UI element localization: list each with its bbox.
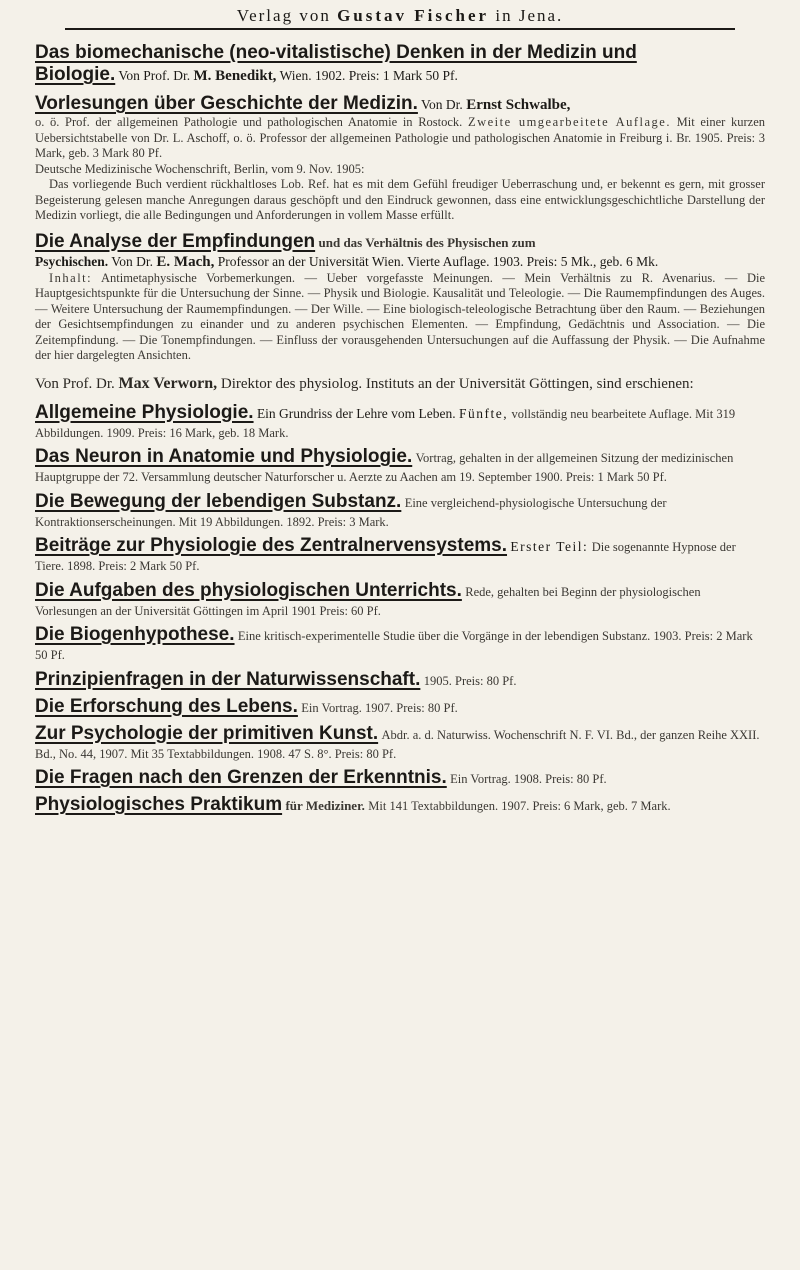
work-title: Das Neuron in Anatomie und Physiologie.	[35, 446, 413, 467]
work-item	[35, 669, 765, 691]
verworn-intro	[35, 374, 765, 394]
work-item	[35, 696, 765, 718]
work-item	[35, 723, 765, 763]
work-rest: vollständig neu bearbeitete Auflage. Mit 319 Abbildungen. 1909. Preis: 16 Mark, geb. 18 Mark.	[35, 406, 736, 440]
work-item	[35, 446, 765, 486]
entry-mach	[35, 231, 765, 364]
work-text: Mit 141 Textabbildungen. 1907. Preis: 6 Mark, geb. 7 Mark.	[368, 799, 671, 813]
entry-title: Vorlesungen über Geschichte der Medizin.	[35, 93, 418, 114]
work-text: Eine vergleichend-physiologische Untersuchung der Kontraktionserscheinungen. Mit 19 Abbildungen. 1892. Preis: 3 Mark.	[35, 495, 667, 529]
entry-author: E. Mach,	[156, 253, 215, 270]
work-item	[35, 767, 765, 789]
entry-title-cont: Biologie.	[35, 64, 116, 85]
publisher-prefix: Verlag von	[236, 6, 331, 25]
verworn-post: Direktor des physiolog. Instituts an der Universität Göttingen, sind erschienen:	[220, 375, 694, 392]
work-text: Rede, gehalten bei Beginn der physiologischen Vorlesungen an der Universität Göttingen im April 1901 Preis: 60 Pf.	[35, 584, 701, 618]
work-text: Die sogenannte Hypnose der Tiere. 1898. Preis: 2 Mark 50 Pf.	[35, 540, 736, 573]
entry-line: o. ö. Prof. der allgemeinen Pathologie und pathologischen Anatomie in Rostock.	[35, 115, 463, 129]
entry-edition: Zweite umgearbeitete Auflage.	[467, 115, 671, 129]
verworn-pre: Von Prof. Dr.	[35, 375, 115, 392]
work-title: Prinzipienfragen in der Naturwissenschaft.	[35, 668, 421, 690]
entry-author: M. Benedikt,	[193, 68, 277, 84]
entry-author: Ernst Schwalbe,	[466, 97, 571, 113]
work-text: Abdr. a. d. Naturwiss. Wochenschrift N. F. VI. Bd., der ganzen Reihe XXII. Bd., No. 44, 1907. Mit 35 Textabbildungen. 1908. 47 S. 8°. Preis: 80 Pf.	[35, 727, 760, 761]
publisher-suffix: in Jena.	[495, 6, 564, 25]
contents-label: Inhalt:	[49, 270, 93, 285]
work-title: Beiträge zur Physiologie des Zentralnervensystems.	[35, 535, 508, 556]
entry-schwalbe	[35, 93, 765, 224]
entry-meta-pre: Von Prof. Dr.	[118, 68, 191, 83]
entry-meta-post: Wien. 1902. Preis: 1 Mark 50 Pf.	[279, 68, 458, 83]
work-edition: Erster Teil:	[510, 539, 589, 554]
work-title: Zur Psychologie der primitiven Kunst.	[35, 722, 379, 744]
verworn-author: Max Verworn,	[118, 374, 218, 392]
work-item	[35, 402, 765, 442]
work-title: Die Erforschung des Lebens.	[35, 695, 298, 717]
work-text: Ein Vortrag. 1908. Preis: 80 Pf.	[450, 772, 607, 786]
work-title: Die Biogenhypothese.	[35, 624, 235, 645]
work-edition: Fünfte,	[459, 405, 509, 421]
entry-line: Mit einer kurzen Uebersichtstabelle von	[35, 115, 765, 145]
work-title: Allgemeine Physiologie.	[35, 401, 254, 423]
entry-line: Anatomie in Freiburg i. Br. 1905. Preis: 3 Mark, geb. 3 Mark 80 Pf.	[35, 130, 766, 160]
work-item	[35, 491, 765, 531]
work-text: Ein Vortrag. 1907. Preis: 80 Pf.	[301, 700, 458, 715]
work-title: Die Aufgaben des physiologischen Unterrichts.	[35, 579, 462, 601]
entry-title: Die Analyse der Empfindungen	[35, 230, 316, 252]
work-title: Physiologisches Praktikum	[35, 794, 283, 815]
work-item	[35, 535, 765, 575]
work-text: 1905. Preis: 80 Pf.	[423, 673, 517, 688]
work-item	[35, 580, 765, 620]
work-item	[35, 624, 765, 664]
work-title: Die Bewegung der lebendigen Substanz.	[35, 490, 402, 512]
work-item	[35, 794, 765, 816]
entry-meta-pre: Von Dr.	[111, 253, 154, 269]
review-text: Das vorliegende Buch verdient rückhaltloses Lob. Ref. hat es mit dem Gefühl freudiger Ueberraschung und, er bekennt es gern, mit grosser Begeisterung gelesen manche Anregungen daraus geschöpft und den Eindruck gewonnen, dass eine entwicklungsgeschichtliche Darstellung der Medizin vorliegt, die alle Bedingungen und Anforderungen in vollem Masse erfüllt.	[35, 177, 765, 222]
contents-text: Antimetaphysische Vorbemerkungen. — Ueber vorgefasste Meinungen. — Mein Verhältnis zu R. Avenarius. — Die Hauptgesichtspunkte für die Untersuchung der Sinne. — Physik und Biologie. Kausalität und Teleologie. — Die Raumempfindungen des Auges. — Weitere Untersuchung der Raumempfindungen. — Der Wille. — Eine biologisch-teleologische Betrachtung über den Raum. — Beziehungen der Gesichtsempfindungen zu einander und zu anderen psychischen Elementen. — Empfindung, Gedächtnis und Association. — Die Zeitempfindung. — Die Tonempfindungen. — Einfluss der vorausgehenden Untersuchungen auf die Auffassung der Physik. — Die Aufnahme der hier dargelegten Ansichten.	[35, 270, 765, 362]
work-text: Eine kritisch-experimentelle Studie über die Vorgänge in der lebendigen Substanz. 1903. Preis: 2 Mark 50 Pf.	[35, 629, 753, 662]
entry-meta-post: Professor an der Universität Wien. Vierte Auflage. 1903. Preis: 5 Mk., geb. 6 Mk.	[217, 253, 659, 269]
entry-title: Das biomechanische (neo-vitalistische) Denken in der Medizin und	[35, 42, 637, 63]
review-source: Deutsche Medizinische Wochenschrift, Berlin, vom 9. Nov. 1905:	[35, 161, 365, 176]
work-text: Vortrag, gehalten in der allgemeinen Sitzung der medizinischen Hauptgruppe der 72. Versammlung deutscher Naturforscher u. Aerzte zu Aachen am 19. September 1900. Preis: 1 Mark 50 Pf.	[35, 451, 734, 484]
work-text: Ein Grundriss der Lehre vom Leben.	[256, 405, 456, 421]
work-title-small: für Mediziner.	[285, 798, 365, 813]
entry-line: Dr. L. Aschoff, o. ö. Professor der allgemeinen Pathologie und pathologischen	[153, 130, 551, 145]
publisher-name: Gustav Fischer	[337, 6, 490, 25]
entry-title-rest2: Psychischen.	[35, 253, 109, 269]
entry-benedikt	[35, 42, 765, 86]
entry-title-rest: und das Verhältnis des Physischen zum	[318, 234, 536, 250]
publisher-header	[65, 6, 735, 30]
entry-meta-pre: Von Dr.	[421, 97, 463, 112]
advertisement-page	[35, 0, 765, 816]
work-title: Die Fragen nach den Grenzen der Erkenntnis.	[35, 767, 447, 788]
